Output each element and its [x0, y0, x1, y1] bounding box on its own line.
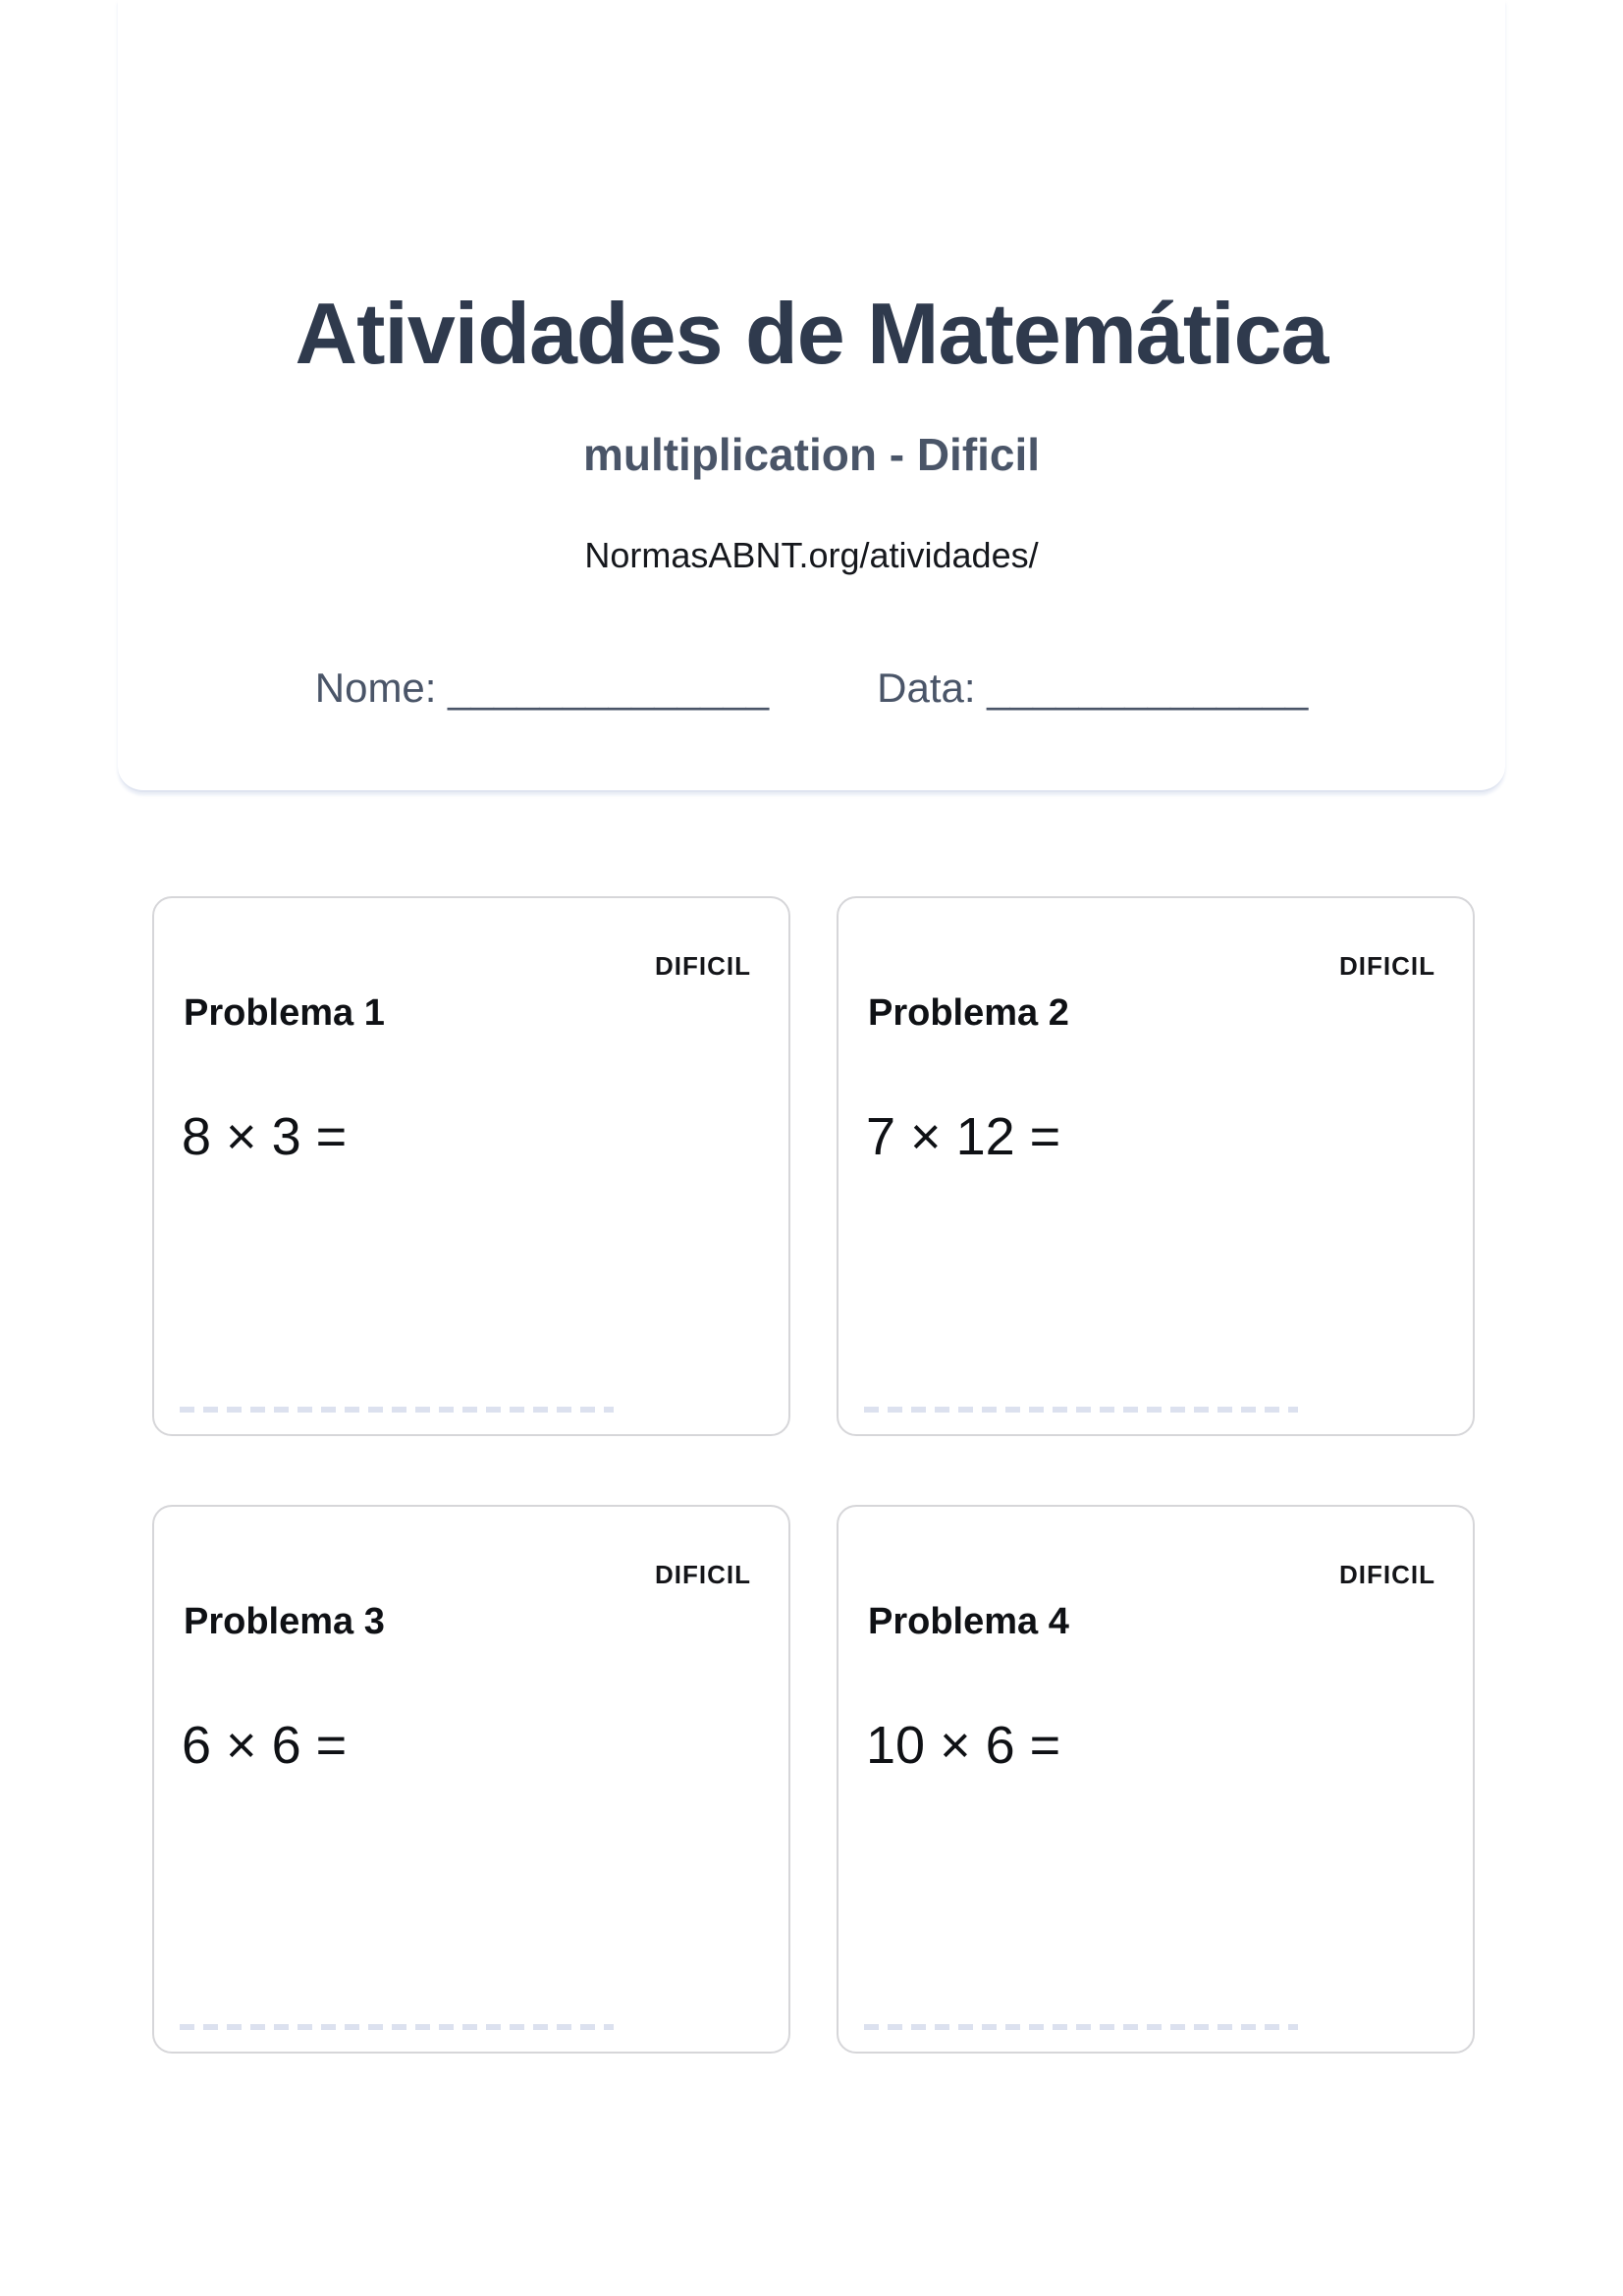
date-label: Data:	[877, 665, 976, 711]
answer-line	[180, 1407, 614, 1413]
source-url: NormasABNT.org/atividades/	[584, 535, 1039, 575]
problem-title: Problema 2	[868, 992, 1069, 1034]
difficulty-badge: DIFICIL	[655, 951, 751, 981]
page-title: Atividades de Matemática	[295, 285, 1328, 382]
worksheet-header	[118, 0, 1505, 792]
problem-card-2	[837, 896, 1475, 1436]
problem-card-4	[837, 1505, 1475, 2054]
date-blank-line: ______________	[987, 665, 1309, 711]
problem-card-3	[152, 1505, 790, 2054]
page-subtitle: multiplication - Dificil	[582, 429, 1041, 480]
difficulty-badge: DIFICIL	[1339, 1560, 1435, 1589]
answer-line	[864, 2024, 1298, 2030]
date-field	[877, 667, 1308, 709]
difficulty-badge: DIFICIL	[1339, 951, 1435, 981]
name-blank-line: ______________	[448, 665, 770, 711]
name-date-row	[118, 667, 1505, 709]
problem-card-1	[152, 896, 790, 1436]
name-field	[315, 667, 769, 709]
difficulty-badge: DIFICIL	[655, 1560, 751, 1589]
name-label: Nome:	[314, 665, 437, 711]
answer-line	[180, 2024, 614, 2030]
problem-title: Problema 3	[184, 1601, 385, 1642]
problem-expression: 7 × 12 =	[866, 1107, 1061, 1166]
problem-expression: 6 × 6 =	[182, 1716, 348, 1775]
problem-title: Problema 1	[184, 992, 385, 1034]
answer-line	[864, 1407, 1298, 1413]
problem-expression: 10 × 6 =	[866, 1716, 1061, 1775]
problem-title: Problema 4	[868, 1601, 1069, 1642]
problem-expression: 8 × 3 =	[182, 1107, 348, 1166]
